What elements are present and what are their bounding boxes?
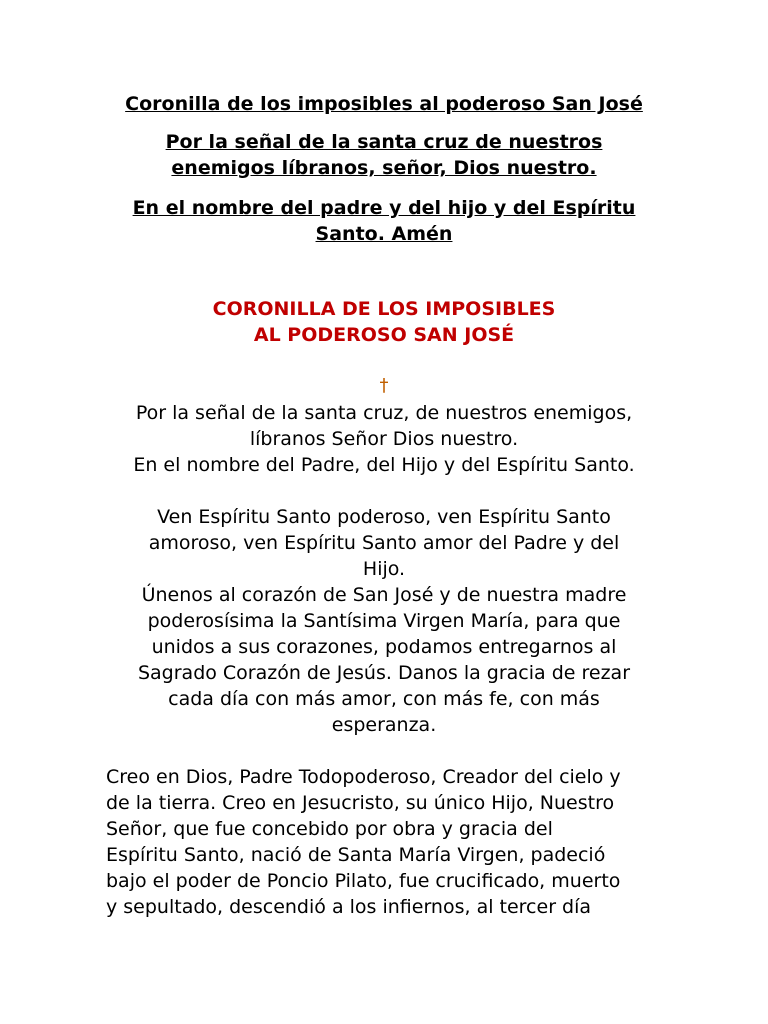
heading-line: enemigos líbranos, señor, Dios nuestro. [171, 157, 597, 179]
creed-line: bajo el poder de Poncio Pilato, fue crucificado, muerto [106, 870, 621, 892]
prayer-line: esperanza. [331, 714, 437, 736]
prayer-line: líbranos Señor Dios nuestro. [249, 428, 519, 450]
prayer-line: poderosísima la Santísima Virgen María, para que [147, 610, 621, 632]
prayer-line: cada día con más amor, con más fe, con más [168, 688, 600, 710]
in-the-name-heading [100, 195, 668, 247]
heading-line: En el nombre del padre y del hijo y del Espíritu [132, 197, 636, 219]
creed-line: Señor, que fue concebido por obra y gracia del [106, 818, 553, 840]
prayer-line: unidos a sus corazones, podamos entregarnos al [151, 636, 617, 658]
document-heading [100, 91, 668, 117]
creed-line: Creo en Dios, Padre Todopoderoso, Creador del cielo y [106, 766, 621, 788]
creed-line: de la tierra. Creo en Jesucristo, su único Hijo, Nuestro [106, 792, 615, 814]
sign-of-cross-heading [100, 129, 668, 181]
heading-line: Por la señal de la santa cruz de nuestros [165, 131, 603, 153]
prayer-holy-spirit [96, 504, 672, 582]
creed-line: y sepultado, descendió a los infiernos, al tercer día [106, 896, 592, 918]
prayer-line: En el nombre del Padre, del Hijo y del Espíritu Santo. [133, 454, 635, 476]
prayer-line: Hijo. [362, 558, 406, 580]
creed-line: Espíritu Santo, nació de Santa María Virgen, padeció [106, 844, 606, 866]
section-title [84, 296, 684, 348]
title-line: CORONILLA DE LOS IMPOSIBLES [212, 298, 556, 320]
prayer-line: Por la señal de la santa cruz, de nuestros enemigos, [135, 402, 633, 424]
heading-line: Santo. Amén [315, 223, 453, 245]
cross-icon: † [379, 375, 389, 396]
heading-line: Coronilla de los imposibles al poderoso San José [125, 93, 643, 115]
title-line: AL PODEROSO SAN JOSÉ [253, 324, 515, 346]
prayer-line: Sagrado Corazón de Jesús. Danos la gracia de rezar [137, 662, 631, 684]
prayer-sign-of-cross [96, 400, 672, 478]
prayer-line: Únenos al corazón de San José y de nuestra madre [141, 584, 627, 606]
prayer-line: amoroso, ven Espíritu Santo amor del Padre y del [148, 532, 620, 554]
creed-paragraph [106, 764, 672, 920]
prayer-line: Ven Espíritu Santo poderoso, ven Espíritu Santo [157, 506, 611, 528]
prayer-unite-us [96, 582, 672, 738]
